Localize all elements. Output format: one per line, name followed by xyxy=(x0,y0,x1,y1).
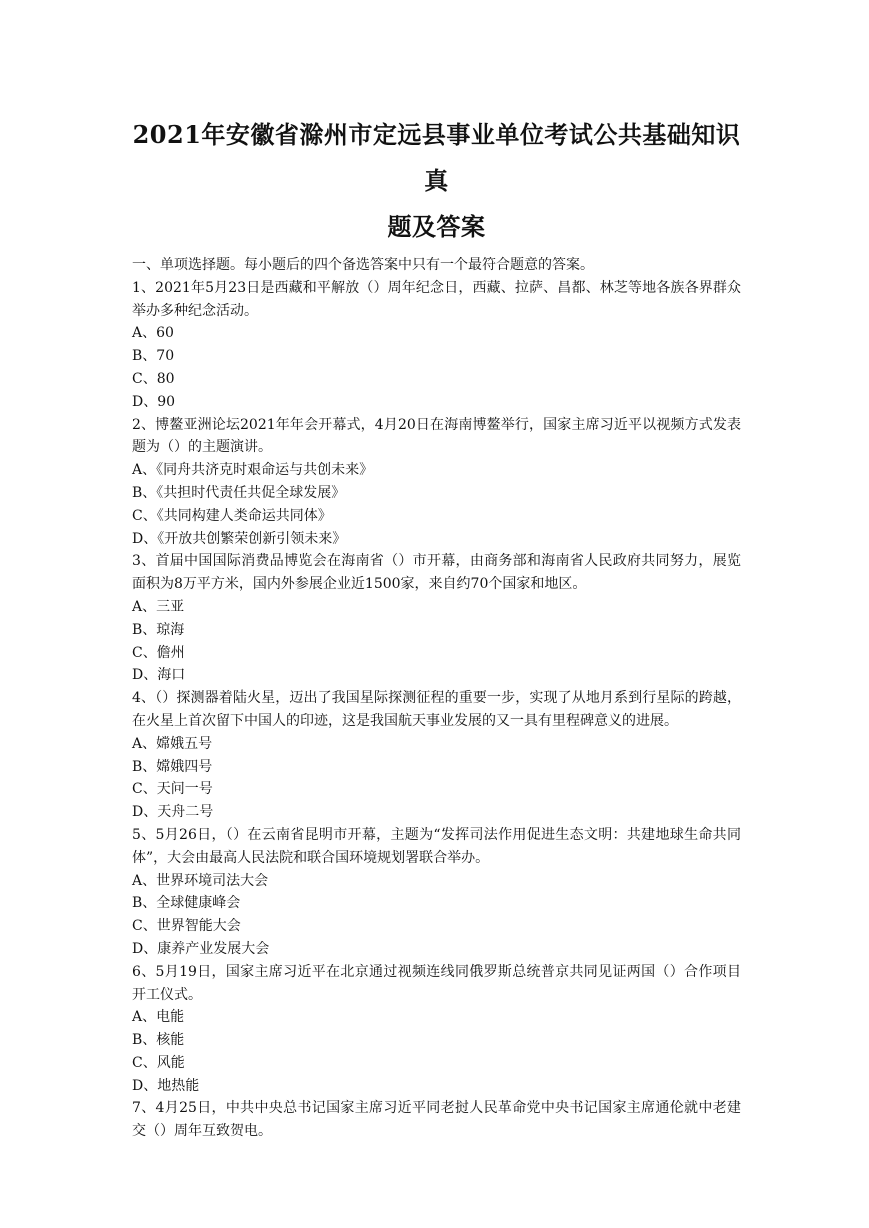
option-d: D、《开放共创繁荣创新引领未来》 xyxy=(132,530,347,547)
option-d: D、康养产业发展大会 xyxy=(132,940,270,957)
question-stem: 5、5月26日，（）在云南省昆明市开幕，主题为“发挥司法作用促进生态文明：共建地球生命共同体”，大会由最高人民法院和联合国环境规划署联合举办。 xyxy=(132,826,741,866)
option-c: C、世界智能大会 xyxy=(132,918,241,935)
option-b: B、全球健康峰会 xyxy=(132,895,241,912)
title-line-2: 题及答案 xyxy=(387,212,486,241)
option-c: C、天问一号 xyxy=(132,781,213,798)
question-stem: 4、（）探测器着陆火星，迈出了我国星际探测征程的重要一步，实现了从地月系到行星际的跨越，在火星上首次留下中国人的印迹，这是我国航天事业发展的又一具有里程碑意义的进展。 xyxy=(132,690,741,729)
option-d: D、地热能 xyxy=(132,1077,200,1094)
option-d: D、90 xyxy=(132,393,176,410)
question-stem: 1、2021年5月23日是西藏和平解放（）周年纪念日，西藏、拉萨、昌都、林芝等地各族各界群众举办多种纪念活动。 xyxy=(132,279,741,319)
option-c: C、80 xyxy=(132,370,175,387)
option-d: D、海口 xyxy=(132,667,186,684)
option-c: C、《共同构建人类命运共同体》 xyxy=(132,507,332,524)
option-a: A、世界环境司法大会 xyxy=(132,872,269,889)
option-b: B、70 xyxy=(132,348,175,365)
question-5 xyxy=(132,824,741,961)
document-body xyxy=(132,254,741,1143)
title-line-1: 2021年安徽省滁州市定远县事业单位考试公共基础知识真 xyxy=(132,120,741,195)
question-stem: 2、博鳌亚洲论坛2021年年会开幕式，4月20日在海南博鳌举行，国家主席习近平以视频方式发表题为（）的主题演讲。 xyxy=(132,416,741,456)
option-a: A、嫦娥五号 xyxy=(132,735,213,752)
question-3 xyxy=(132,550,741,687)
option-b: B、嫦娥四号 xyxy=(132,758,213,775)
question-stem: 3、首届中国国际消费品博览会在海南省（）市开幕，由商务部和海南省人民政府共同努力，展览面积为8万平方米，国内外参展企业近1500家，来自约70个国家和地区。 xyxy=(132,553,741,593)
question-6 xyxy=(132,961,741,1098)
question-7 xyxy=(132,1097,741,1143)
question-2 xyxy=(132,414,741,551)
option-a: A、60 xyxy=(132,325,174,342)
question-stem: 6、5月19日，国家主席习近平在北京通过视频连线同俄罗斯总统普京共同见证两国（）合作项目开工仪式。 xyxy=(132,963,741,1003)
option-a: A、电能 xyxy=(132,1009,185,1026)
option-b: B、核能 xyxy=(132,1032,185,1049)
question-4 xyxy=(132,687,741,824)
option-a: A、三亚 xyxy=(132,598,185,615)
option-a: A、《同舟共济克时艰命运与共创未来》 xyxy=(132,462,374,479)
section-heading: 一、单项选择题。每小题后的四个备选答案中只有一个最符合题意的答案。 xyxy=(132,257,594,273)
option-b: B、琼海 xyxy=(132,621,185,638)
question-1 xyxy=(132,277,741,414)
option-c: C、风能 xyxy=(132,1054,185,1071)
document-title xyxy=(132,112,741,250)
option-c: C、儋州 xyxy=(132,644,185,661)
question-stem: 7、4月25日，中共中央总书记国家主席习近平同老挝人民革命党中央书记国家主席通伦就中老建交（）周年互致贺电。 xyxy=(132,1100,741,1140)
option-d: D、天舟二号 xyxy=(132,804,214,821)
option-b: B、《共担时代责任共促全球发展》 xyxy=(132,484,346,501)
